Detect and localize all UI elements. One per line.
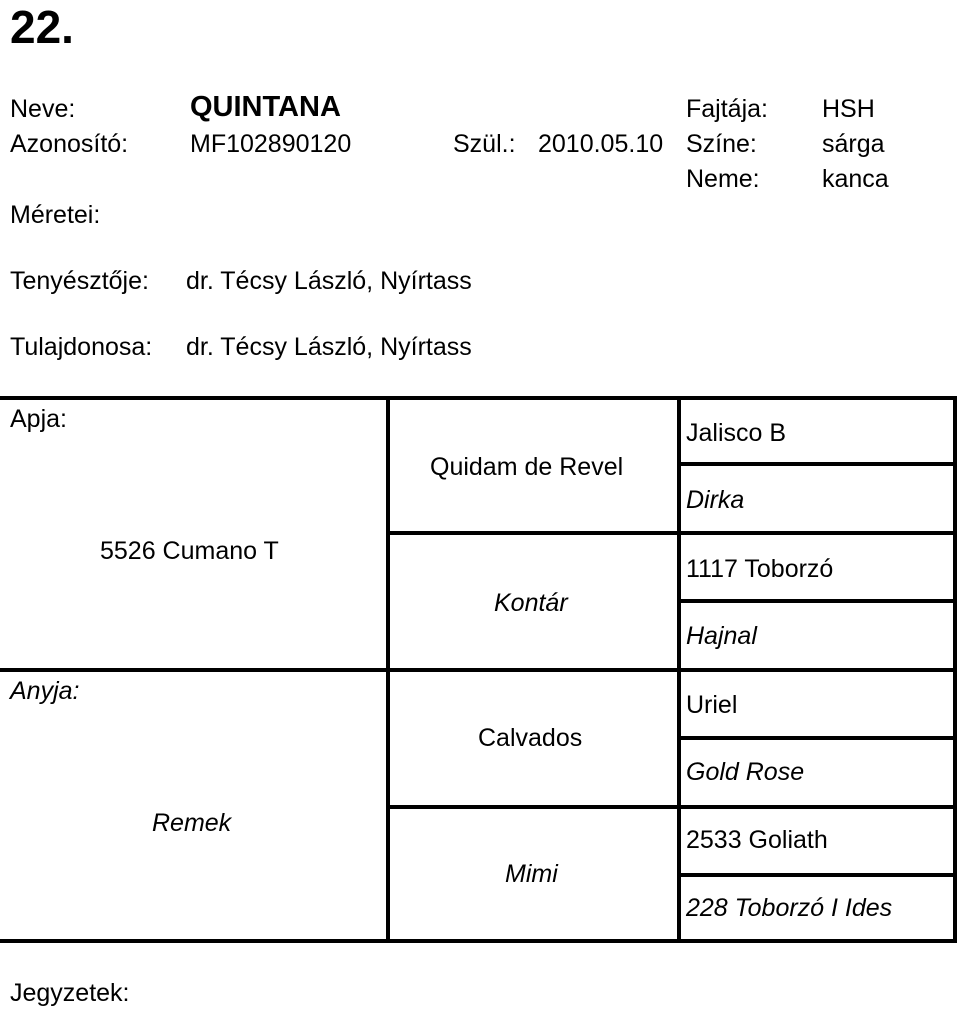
ggp-item-7: 2533 Goliath (686, 826, 828, 854)
notes-label: Jegyzetek: (10, 979, 130, 1007)
sire-name: 5526 Cumano T (100, 537, 279, 565)
pedigree-ggp-divider-4 (677, 873, 957, 877)
breeder-label: Tenyésztője: (10, 267, 149, 295)
dam-sire: Calvados (478, 724, 583, 752)
horse-name: QUINTANA (190, 91, 341, 123)
dam-name: Remek (152, 809, 232, 837)
id-label: Azonosító: (10, 130, 129, 158)
owner-label: Tulajdonosa: (10, 333, 153, 361)
birth-date: 2010.05.10 (538, 130, 664, 158)
breed-value: HSH (822, 95, 875, 123)
pedigree-border-bottom (0, 939, 957, 943)
sire-label: Apja: (10, 405, 67, 433)
id-value: MF102890120 (190, 130, 352, 158)
ggp-item-2: Dirka (686, 486, 745, 514)
birth-label: Szül.: (453, 130, 516, 158)
ggp-item-8: 228 Toborzó I Ides (686, 894, 893, 922)
ggp-item-4: Hajnal (686, 622, 757, 650)
ggp-item-5: Uriel (686, 691, 738, 719)
measurements-label: Méretei: (10, 201, 101, 229)
pedigree-gp-divider-1 (386, 531, 957, 535)
color-value: sárga (822, 130, 885, 158)
breed-label: Fajtája: (686, 95, 768, 123)
pedigree-border-top (0, 396, 957, 400)
dam-label: Anyja: (10, 677, 80, 705)
sire-sire: Quidam de Revel (430, 453, 624, 481)
pedigree-parent-divider (0, 668, 957, 672)
sex-value: kanca (822, 165, 889, 193)
owner-value: dr. Técsy László, Nyírtass (186, 333, 472, 361)
ggp-item-3: 1117 Toborzó (686, 555, 834, 583)
breeder-value: dr. Técsy László, Nyírtass (186, 267, 472, 295)
pedigree-gp-divider-2 (386, 805, 957, 809)
sire-dam: Kontár (494, 589, 568, 617)
dam-dam: Mimi (505, 860, 558, 888)
color-label: Színe: (686, 130, 757, 158)
pedigree-ggp-divider-3 (677, 736, 957, 740)
name-label: Neve: (10, 95, 76, 123)
pedigree-ggp-divider-2 (677, 599, 957, 603)
sex-label: Neme: (686, 165, 760, 193)
ggp-item-6: Gold Rose (686, 758, 805, 786)
pedigree-ggp-divider-1 (677, 462, 957, 466)
entry-number: 22. (10, 1, 74, 53)
ggp-item-1: Jalisco B (686, 419, 787, 447)
